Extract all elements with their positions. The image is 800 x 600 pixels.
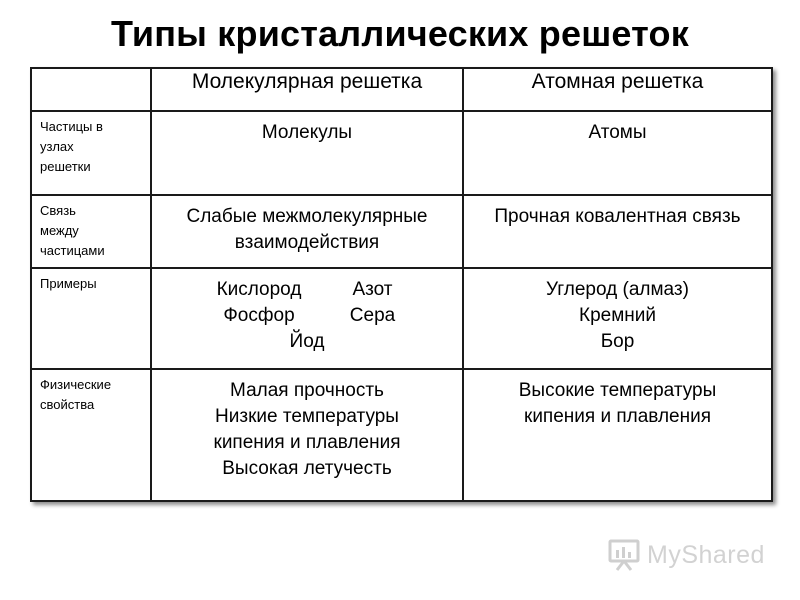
row-label-line: Связь — [40, 203, 76, 218]
example-pair — [152, 303, 462, 329]
cell-molecular-bonding — [151, 195, 463, 268]
row-label-particles — [31, 111, 151, 195]
presentation-board-icon — [607, 538, 641, 572]
example-item: Азот — [352, 279, 393, 300]
row-label-properties — [31, 369, 151, 501]
cell-line: Слабые межмолекулярные — [186, 206, 428, 227]
cell-line: Малая прочность — [230, 380, 384, 401]
row-label-line: Физические — [40, 377, 112, 392]
example-item: Йод — [289, 331, 325, 352]
cell-atomic-bonding — [463, 195, 772, 268]
table-row — [31, 268, 772, 369]
cell-line: Кремний — [579, 305, 656, 326]
table-header-row — [31, 68, 772, 111]
header-molecular-lattice: Молекулярная решетка — [151, 68, 463, 111]
cell-molecular-examples — [151, 268, 463, 369]
cell-line: взаимодействия — [234, 232, 380, 253]
table-row — [31, 195, 772, 268]
cell-line: Атомы — [588, 122, 647, 143]
crystal-lattice-table — [30, 67, 773, 502]
header-atomic-lattice: Атомная решетка — [463, 68, 772, 111]
header-corner-cell — [31, 68, 151, 111]
cell-atomic-properties — [463, 369, 772, 501]
row-label-line: узлах — [40, 139, 74, 154]
row-label-examples — [31, 268, 151, 369]
page-title: Типы кристаллических решеток — [111, 13, 689, 54]
cell-line: кипения и плавления — [524, 406, 711, 427]
cell-atomic-examples — [463, 268, 772, 369]
cell-line: Молекулы — [261, 122, 353, 143]
row-label-line: между — [40, 223, 79, 238]
row-label-line: решетки — [40, 159, 91, 174]
table-row — [31, 369, 772, 501]
cell-line: Бор — [600, 331, 635, 352]
watermark-logo — [607, 538, 765, 572]
row-label-line: свойства — [40, 397, 95, 412]
row-label-line: Примеры — [40, 276, 97, 291]
watermark-text: MyShared — [647, 540, 765, 569]
cell-line: Углерод (алмаз) — [546, 279, 689, 300]
row-label-bonding — [31, 195, 151, 268]
cell-molecular-properties — [151, 369, 463, 501]
cell-line: Прочная ковалентная связь — [494, 206, 741, 227]
cell-line: Низкие температуры — [215, 406, 399, 427]
example-item: Фосфор — [223, 305, 295, 326]
example-item: Сера — [349, 305, 396, 326]
cell-line: кипения и плавления — [213, 432, 401, 453]
example-pair — [152, 277, 462, 303]
example-item: Кислород — [216, 279, 302, 300]
row-label-line: частицами — [40, 243, 105, 258]
cell-atomic-particles — [463, 111, 772, 195]
table-row — [31, 111, 772, 195]
cell-molecular-particles — [151, 111, 463, 195]
cell-line: Высокие температуры — [518, 380, 717, 401]
row-label-line: Частицы в — [40, 119, 103, 134]
cell-line: Высокая летучесть — [222, 458, 392, 479]
